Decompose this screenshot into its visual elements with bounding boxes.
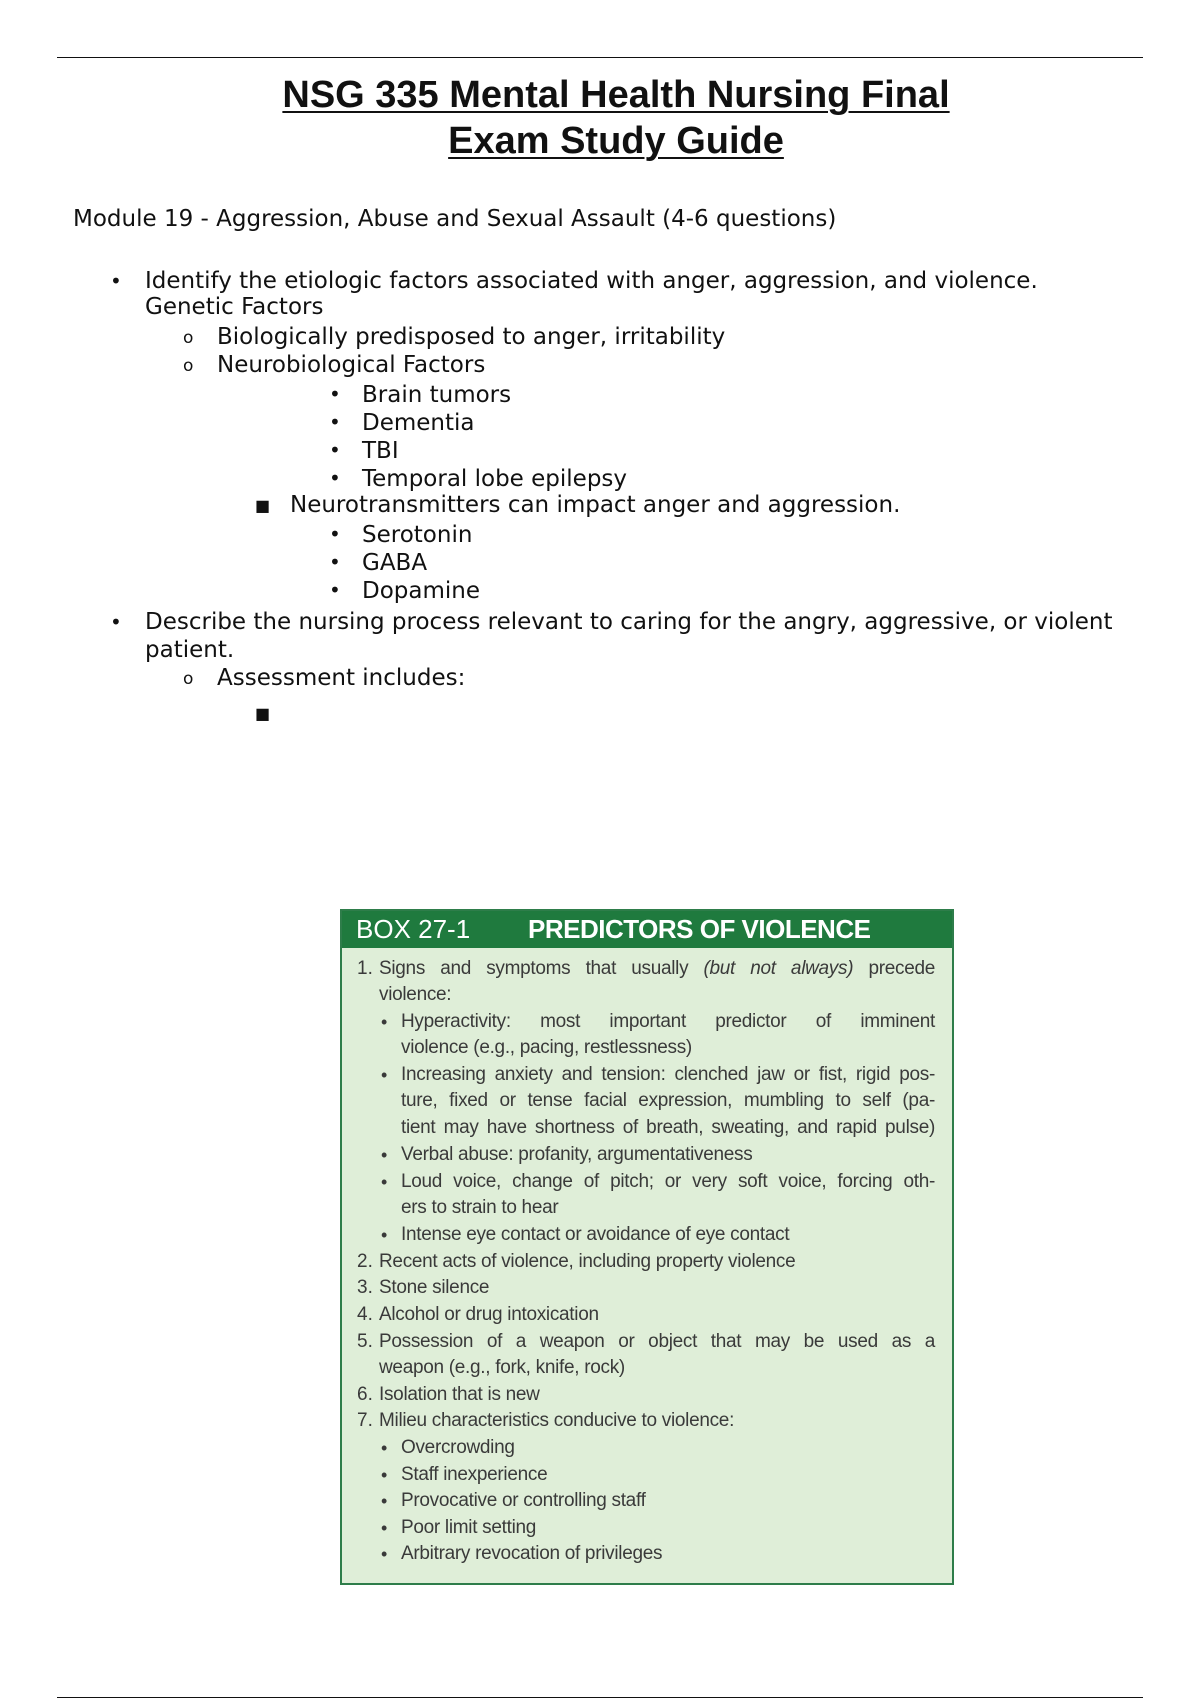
circle-marker: o	[183, 356, 194, 376]
neurotransmitter-heading: Neurotransmitters can impact anger and aggression.	[290, 492, 901, 518]
box-title: PREDICTORS OF VIOLENCE	[528, 914, 871, 944]
item-6-text: Isolation that is new	[379, 1384, 540, 1405]
box-number: BOX 27-1	[356, 914, 471, 944]
page-title	[0, 72, 1200, 164]
bullet-marker: •	[381, 1012, 388, 1032]
bullet-marker: •	[329, 382, 341, 406]
item-1-line-2: violence:	[379, 984, 452, 1005]
module-heading: Module 19 - Aggression, Abuse and Sexual Assault (4-6 questions)	[73, 206, 837, 232]
bullet-marker: •	[381, 1145, 388, 1165]
bottom-divider	[57, 1697, 1143, 1698]
bullet-marker: •	[381, 1518, 388, 1538]
bullet-marker: •	[381, 1491, 388, 1511]
item-7-text: Milieu characteristics conducive to violence:	[379, 1410, 735, 1431]
objective-1-line-1: Identify the etiologic factors associated with anger, aggression, and violence.	[145, 268, 1038, 294]
assessment-heading: Assessment includes:	[217, 665, 466, 691]
list-item: Arbitrary revocation of privileges	[401, 1543, 663, 1564]
item-5-line-1: Possession of a weapon or object that may be used as a	[379, 1331, 935, 1352]
list-item: ers to strain to hear	[401, 1197, 559, 1218]
list-item: Brain tumors	[362, 382, 512, 408]
square-marker: ■	[255, 496, 271, 515]
item-2-text: Recent acts of violence, including property violence	[379, 1251, 796, 1272]
list-item: Dopamine	[362, 578, 480, 604]
item-number: 4.	[357, 1304, 373, 1325]
genetic-item: Biologically predisposed to anger, irritability	[217, 324, 726, 350]
list-item: Verbal abuse: profanity, argumentativeness	[401, 1144, 753, 1165]
list-item: Poor limit setting	[401, 1517, 537, 1538]
item-4-text: Alcohol or drug intoxication	[379, 1304, 599, 1325]
item-3-text: Stone silence	[379, 1277, 490, 1298]
list-item: Increasing anxiety and tension: clenched jaw or fist, rigid pos-	[401, 1064, 935, 1085]
list-item: Overcrowding	[401, 1437, 515, 1458]
list-item: Serotonin	[362, 522, 473, 548]
item-1-line-1: Signs and symptoms that usually (but not always) precede	[379, 958, 936, 979]
bullet-marker: •	[329, 522, 341, 546]
bullet-marker: •	[381, 1438, 388, 1458]
item-number: 7.	[357, 1410, 373, 1431]
list-item: GABA	[362, 550, 428, 576]
box-header	[342, 911, 952, 948]
circle-marker: o	[183, 669, 194, 689]
list-item: Hyperactivity: most important predictor of imminent	[401, 1011, 935, 1032]
list-item: ture, fixed or tense facial expression, mumbling to self (pa-	[401, 1090, 935, 1111]
bullet-marker: •	[381, 1544, 388, 1564]
objective-2-line-1: Describe the nursing process relevant to caring for the angry, aggressive, or violent	[145, 609, 1113, 635]
title-line-1: NSG 335 Mental Health Nursing Final	[282, 74, 950, 116]
item-number: 3.	[357, 1277, 373, 1298]
item-number: 5.	[357, 1331, 373, 1352]
list-item: Dementia	[362, 410, 475, 436]
bullet-marker: •	[329, 550, 341, 574]
neuro-heading: Neurobiological Factors	[217, 352, 486, 378]
item-5-line-2: weapon (e.g., fork, knife, rock)	[379, 1357, 625, 1378]
list-item: violence (e.g., pacing, restlessness)	[401, 1037, 692, 1058]
bullet-marker: •	[110, 269, 122, 293]
item-number: 2.	[357, 1251, 373, 1272]
objective-1-line-2: Genetic Factors	[145, 294, 324, 320]
item-number: 6.	[357, 1384, 373, 1405]
bullet-marker: •	[329, 438, 341, 462]
bullet-marker: •	[381, 1065, 388, 1085]
item-number: 1.	[357, 958, 373, 979]
top-divider	[57, 57, 1143, 58]
list-item: Intense eye contact or avoidance of eye contact	[401, 1224, 790, 1245]
list-item: TBI	[362, 438, 399, 464]
list-item: tient may have shortness of breath, sweating, and rapid pulse)	[401, 1117, 935, 1138]
square-marker: ■	[255, 704, 271, 723]
bullet-marker: •	[329, 410, 341, 434]
predictors-of-violence-box	[340, 909, 954, 1585]
bullet-marker: •	[329, 578, 341, 602]
bullet-marker: •	[110, 610, 122, 634]
bullet-marker: •	[329, 466, 341, 490]
circle-marker: o	[183, 328, 194, 348]
bullet-marker: •	[381, 1225, 388, 1245]
list-item: Provocative or controlling staff	[401, 1490, 646, 1511]
objective-2-line-2: patient.	[145, 637, 235, 663]
list-item: Staff inexperience	[401, 1464, 548, 1485]
list-item: Loud voice, change of pitch; or very soft voice, forcing oth-	[401, 1171, 935, 1192]
bullet-marker: •	[381, 1172, 388, 1192]
title-line-2: Exam Study Guide	[448, 120, 784, 162]
bullet-marker: •	[381, 1465, 388, 1485]
list-item: Temporal lobe epilepsy	[362, 466, 628, 492]
